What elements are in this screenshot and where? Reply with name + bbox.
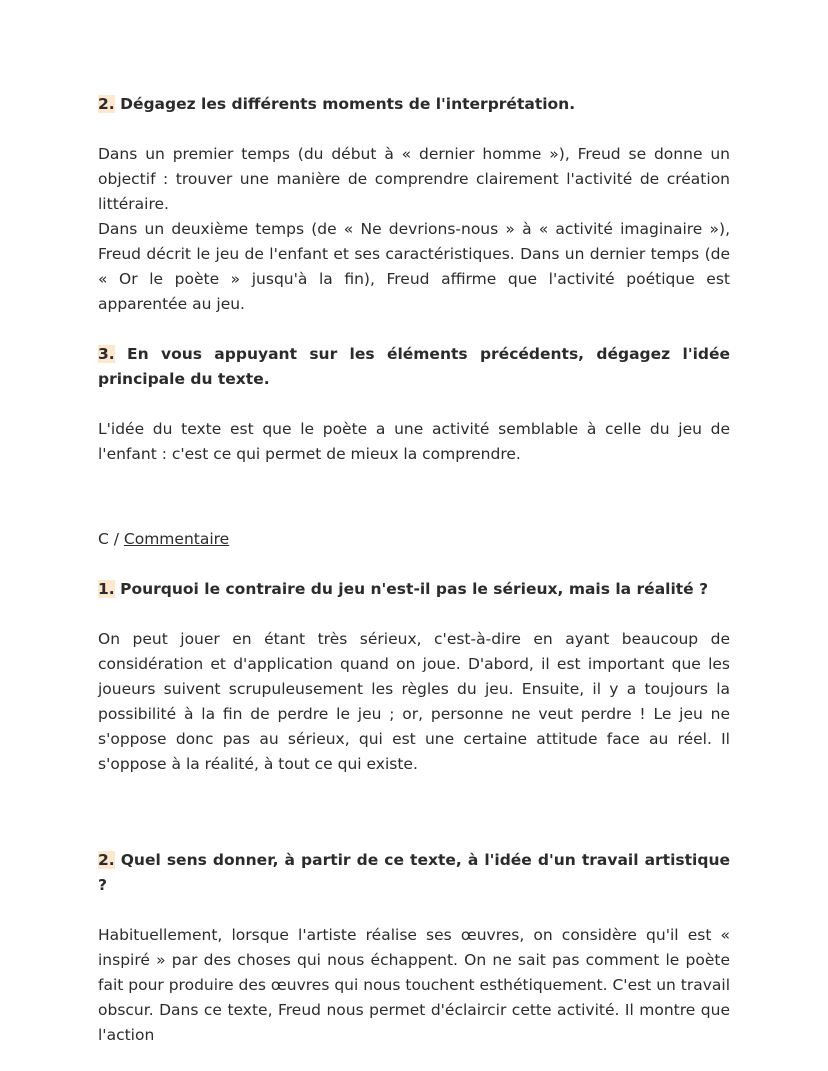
question-number: 2. <box>98 95 115 113</box>
question-number: 3. <box>98 345 115 363</box>
answer-c1: On peut jouer en étant très sérieux, c'est-à-dire en ayant beaucoup de considération et d'application quand on joue. D'abord, il est important que les joueurs suivent scrupuleusement les règles du jeu. Ensuite, il y a toujours la possibilité à la fin de perdre le jeu ; or, personne ne veut perdre ! Le jeu ne s'oppose donc pas au sérieux, qui est une certaine attitude face au réel. Il s'oppose à la réalité, à tout ce qui existe. <box>98 630 730 773</box>
question-text: Pourquoi le contraire du jeu n'est-il pas le sérieux, mais la réalité ? <box>114 580 709 598</box>
question-number: 1. <box>98 580 115 598</box>
answer-c2: Habituellement, lorsque l'artiste réalise ses œuvres, on considère qu'il est « inspiré » par des choses qui nous échappent. On ne sait pas comment le poète fait pour produire des œuvres qui nous touchent esthétiquement. C'est un travail obscur. Dans ce texte, Freud nous permet d'éclaircir cette activité. Il montre que l'action <box>98 926 730 1044</box>
question-text: Quel sens donner, à partir de ce texte, à l'idée d'un travail artistique ? <box>98 851 730 894</box>
answer-b3: L'idée du texte est que le poète a une activité semblable à celle du jeu de l'enfant : c'est ce qui permet de mieux la comprendre. <box>98 420 730 463</box>
question-c1 <box>98 577 730 602</box>
document-page <box>98 92 730 1048</box>
question-text: Dégagez les différents moments de l'interprétation. <box>114 95 576 113</box>
section-heading-c <box>98 527 730 552</box>
answer-b2-paragraph-1: Dans un premier temps (du début à « dernier homme »), Freud se donne un objectif : trouver une manière de comprendre clairement l'activité de création littéraire. <box>98 145 730 213</box>
question-number: 2. <box>98 851 115 869</box>
answer-b2-paragraph-2: Dans un deuxième temps (de « Ne devrions-nous » à « activité imaginaire »), Freud décrit le jeu de l'enfant et ses caractéristiques. Dans un dernier temps (de « Or le poète » jusqu'à la fin), Freud affirme que l'activité poétique est apparentée au jeu. <box>98 220 730 313</box>
question-c2 <box>98 848 730 898</box>
question-text: En vous appuyant sur les éléments précédents, dégagez l'idée principale du texte. <box>98 345 730 388</box>
question-b2 <box>98 92 730 117</box>
section-prefix: C / <box>98 530 124 548</box>
section-title: Commentaire <box>123 530 230 548</box>
question-b3 <box>98 342 730 392</box>
